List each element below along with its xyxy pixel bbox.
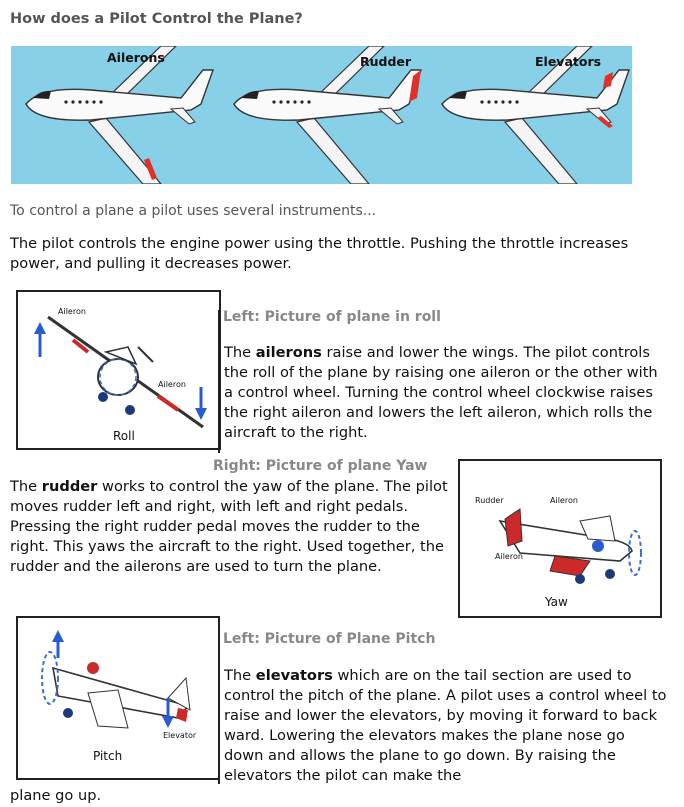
roll-caption: Left: Picture of plane in roll [223,309,441,325]
roll-keyword: ailerons [255,344,322,361]
pitch-pre: The [224,667,256,684]
pitch-paragraph [224,666,668,786]
pitch-tail-text: plane go up. [10,787,102,804]
yaw-image-label: Yaw [545,595,568,609]
throttle-paragraph: The pilot controls the engine power using the throttle. Pushing the throttle increases power, and pulling it decreases power. [10,235,629,272]
roll-aileron-tag-2: Aileron [158,380,186,389]
roll-divider [218,310,220,453]
roll-illustration [16,290,221,450]
pitch-image-label: Pitch [93,749,123,763]
yaw-aileron-tag-1: Aileron [550,496,578,505]
pitch-divider [218,634,220,784]
rudder-panel [219,46,424,184]
intro-text: To control a plane a pilot uses several instruments... [10,203,377,219]
pitch-caption: Left: Picture of Plane Pitch [223,631,436,647]
yaw-caption: Right: Picture of plane Yaw [213,458,428,474]
roll-pre: The [224,344,256,361]
roll-post: raise and lower the wings. The pilot controls the roll of the plane by raising one aileron or the other with a control wheel. Turning the control wheel clockwise raises the right aileron and lowers the left aileron, which rolls the aircraft to the right. [224,344,658,441]
elevators-panel [427,46,632,184]
pitch-elevator-tag: Elevator [163,731,197,740]
pitch-post: which are on the tail section are used to control the pitch of the plane. A pilot uses a control wheel to raise and lower the elevators, by moving it forward to back ward. Lowering the elevators makes the plane nose go down and allows the plane to go down. By raising the elevators the pilot can make the [224,667,667,784]
pitch-illustration [16,616,220,780]
ailerons-panel [11,46,216,184]
roll-paragraph [224,343,668,443]
ailerons-label: Ailerons [107,50,165,65]
elevators-label: Elevators [535,54,602,69]
jet-ailerons-illustration [11,46,216,184]
yaw-post: works to control the yaw of the plane. The pilot moves rudder left and right, with left and right pedals. Pressing the right rudder pedal moves the rudder to the right. This yaws the aircraft to the right. Used together, the rudder and the ailerons are used to turn the plane. [10,478,448,575]
yaw-pre: The [10,478,42,495]
page-title: How does a Pilot Control the Plane? [10,11,303,27]
control-surfaces-banner [11,46,632,184]
yaw-rudder-tag: Rudder [475,496,504,505]
yaw-paragraph [10,477,456,577]
pitch-keyword: elevators [255,667,333,684]
yaw-aileron-tag-2: Aileron [495,552,523,561]
roll-aileron-tag-1: Aileron [58,307,86,316]
yaw-illustration [458,459,662,618]
rudder-label: Rudder [360,54,412,69]
jet-elevators-illustration [427,46,632,184]
roll-image-label: Roll [113,429,135,443]
yaw-keyword: rudder [41,478,98,495]
